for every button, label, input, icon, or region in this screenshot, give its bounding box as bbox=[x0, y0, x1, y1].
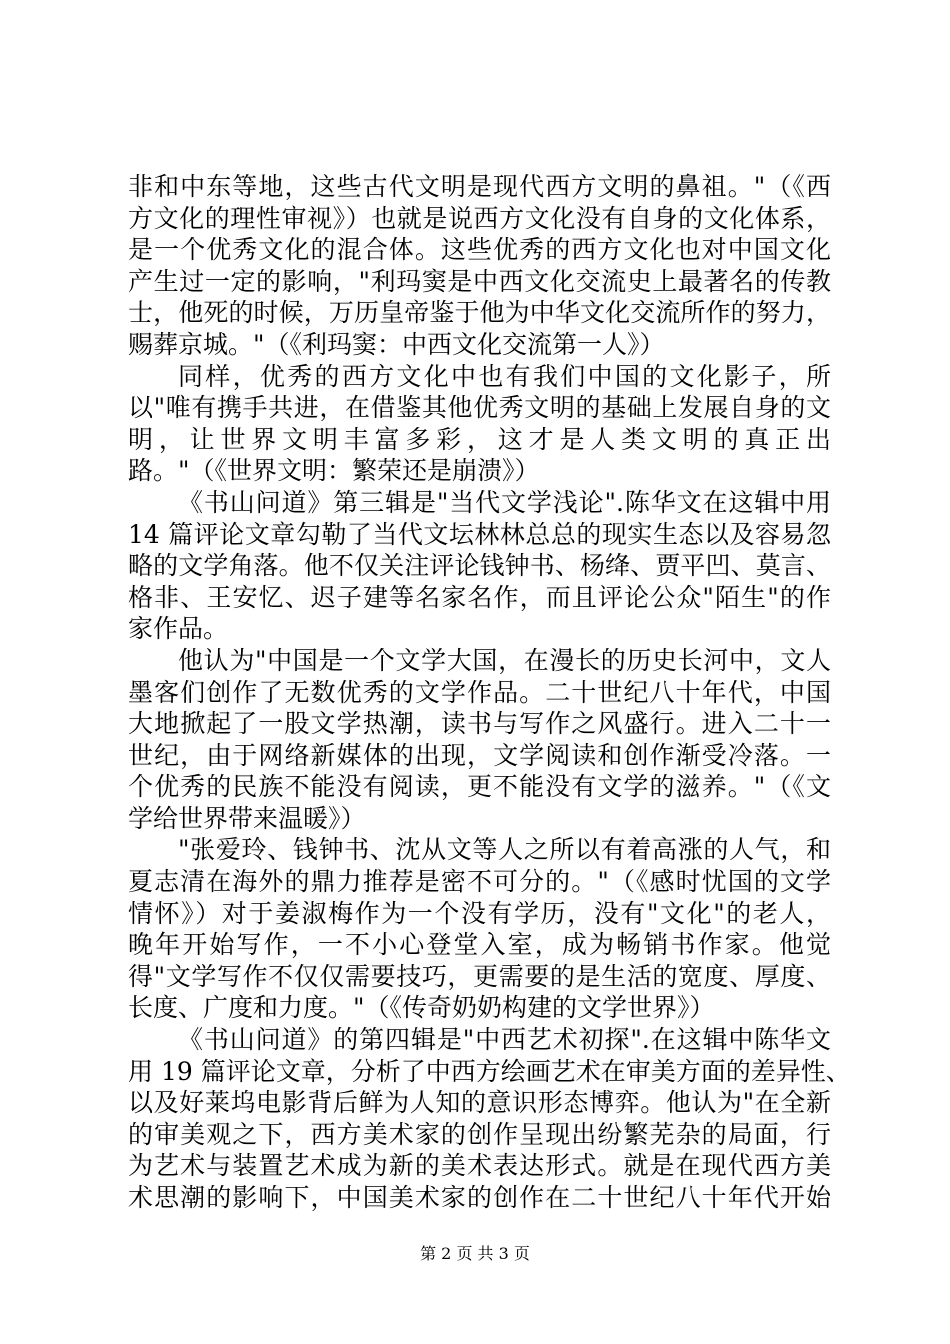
text-line: 世纪，由于网络新媒体的出现，文学阅读和创作渐受冷落。一 bbox=[128, 740, 831, 770]
paragraph bbox=[128, 645, 831, 835]
text-line: 是一个优秀文化的混合体。这些优秀的西方文化也对中国文化 bbox=[128, 235, 831, 265]
paragraph bbox=[128, 1024, 851, 1214]
text-line: 长度、广度和力度。"（《传奇奶奶构建的文学世界》） bbox=[128, 993, 715, 1023]
text-line: 士，他死的时候，万历皇帝鉴于他为中华文化交流所作的努力， bbox=[128, 298, 831, 328]
text-line: 情怀》）对于姜淑梅作为一个没有学历，没有"文化"的老人， bbox=[128, 898, 831, 928]
text-line: 方文化的理性审视》）也就是说西方文化没有自身的文化体系， bbox=[128, 203, 831, 233]
text-line: 以及好莱坞电影背后鲜为人知的意识形态博弈。他认为"在全新 bbox=[128, 1088, 831, 1118]
text-line: 格非、王安忆、迟子建等名家名作，而且评论公众"陌生"的作 bbox=[128, 582, 831, 612]
page-footer bbox=[0, 1244, 950, 1264]
page-number-label: 第 2 页 共 3 页 bbox=[420, 1244, 530, 1263]
text-line: 用 19 篇评论文章，分析了中西方绘画艺术在审美方面的差异性、 bbox=[128, 1056, 851, 1086]
text-line: 学给世界带来温暖》） bbox=[128, 803, 366, 833]
text-line: 产生过一定的影响，"利玛窦是中西文化交流史上最著名的传教 bbox=[128, 266, 831, 296]
text-line: 同样，优秀的西方文化中也有我们中国的文化影子，所 bbox=[178, 361, 831, 391]
text-line: 得"文学写作不仅仅需要技巧，更需要的是生活的宽度、厚度、 bbox=[128, 961, 831, 991]
text-line: 《书山问道》第三辑是"当代文学浅论".陈华文在这辑中用 bbox=[178, 487, 831, 517]
text-line: "张爱玲、钱钟书、沈从文等人之所以有着高涨的人气，和 bbox=[178, 835, 831, 865]
text-line: 赐葬京城。"（《利玛窦：中西文化交流第一人》） bbox=[128, 329, 665, 359]
text-line: 的审美观之下，西方美术家的创作呈现出纷繁芜杂的局面，行 bbox=[128, 1119, 831, 1149]
text-line: 14 篇评论文章勾勒了当代文坛林林总总的现实生态以及容易忽 bbox=[128, 519, 831, 549]
paragraph bbox=[128, 361, 831, 487]
text-line: 《书山问道》的第四辑是"中西艺术初探".在这辑中陈华文 bbox=[178, 1025, 831, 1055]
text-line: 家作品。 bbox=[128, 614, 229, 644]
text-line: 他认为"中国是一个文学大国，在漫长的历史长河中，文人 bbox=[178, 645, 831, 675]
text-line: 晚年开始写作，一不小心登堂入室，成为畅销书作家。他觉 bbox=[128, 930, 831, 960]
paragraph bbox=[128, 834, 831, 1024]
document-body bbox=[128, 171, 851, 1214]
paragraph bbox=[128, 487, 831, 645]
paragraph bbox=[128, 171, 831, 361]
text-line: 夏志清在海外的鼎力推荐是密不可分的。"（《感时忧国的文学 bbox=[128, 867, 831, 897]
text-line: 术思潮的影响下，中国美术家的创作在二十世纪八十年代开始 bbox=[128, 1183, 831, 1212]
text-line: 墨客们创作了无数优秀的文学作品。二十世纪八十年代，中国 bbox=[128, 677, 831, 707]
text-line: 以"唯有携手共进，在借鉴其他优秀文明的基础上发展自身的文 bbox=[128, 393, 831, 423]
text-line: 个优秀的民族不能没有阅读，更不能没有文学的滋养。"（《文 bbox=[128, 772, 831, 802]
text-line: 大地掀起了一股文学热潮，读书与写作之风盛行。进入二十一 bbox=[128, 709, 831, 739]
text-line: 为艺术与装置艺术成为新的美术表达形式。就是在现代西方美 bbox=[128, 1151, 831, 1181]
text-line: 明，让世界文明丰富多彩，这才是人类文明的真正出 bbox=[128, 424, 831, 454]
text-line: 非和中东等地，这些古代文明是现代西方文明的鼻祖。"（《西 bbox=[128, 172, 831, 201]
text-line: 略的文学角落。他不仅关注评论钱钟书、杨绛、贾平凹、莫言、 bbox=[128, 551, 831, 581]
text-line: 路。"（《世界文明：繁荣还是崩溃》） bbox=[128, 456, 540, 486]
